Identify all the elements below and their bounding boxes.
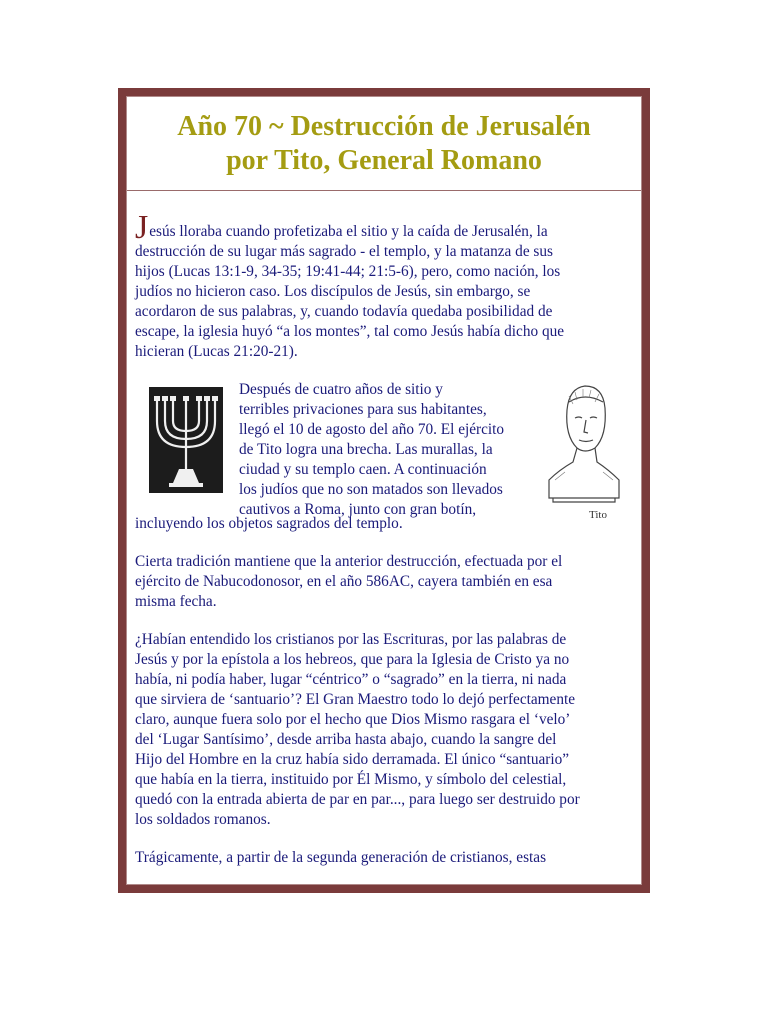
question-line: que había en la tierra, instituido por Él Mismo, y símbolo del celestial, <box>135 771 567 788</box>
intro-line: hicieran (Lucas 21:20-21). <box>135 343 298 360</box>
page-inner <box>126 96 642 885</box>
question-line: Jesús y por la epístola a los hebreos, que para la Iglesia de Cristo ya no <box>135 651 570 668</box>
question-paragraph <box>135 630 631 830</box>
question-line: los soldados romanos. <box>135 811 271 828</box>
tragic-line: Trágicamente, a partir de la segunda generación de cristianos, estas <box>135 849 547 866</box>
page-title <box>177 110 591 178</box>
siege-line: de Tito logra una brecha. Las murallas, la <box>239 441 493 458</box>
siege-line: llegó el 10 de agosto del año 70. El ejército <box>239 421 505 438</box>
question-line: había, ni podía haber, lugar “céntrico” o “sagrado” en la tierra, ni nada <box>135 671 567 688</box>
tradition-paragraph <box>135 552 631 612</box>
article-body <box>135 209 631 885</box>
question-line: que sirviera de ‘santuario’? El Gran Maestro todo lo dejó perfectamente <box>135 691 576 708</box>
drop-cap: J <box>135 209 149 246</box>
siege-line: los judíos que no son matados son llevados <box>239 481 503 498</box>
intro-line: esús lloraba cuando profetizaba el sitio y la caída de Jerusalén, la <box>149 223 548 240</box>
title-line-1: Año 70 ~ Destrucción de Jerusalén <box>177 110 591 142</box>
bust-icon <box>539 380 629 504</box>
tradition-line: Cierta tradición mantiene que la anterior destrucción, efectuada por el <box>135 553 563 570</box>
intro-line: hijos (Lucas 13:1-9, 34-35; 19:41-44; 21:5-6), pero, como nación, los <box>135 263 561 280</box>
titus-bust-image <box>539 380 629 520</box>
siege-line: Después de cuatro años de sitio y <box>239 381 443 398</box>
question-line: claro, aunque fuera solo por el hecho que Dios Mismo rasgara el ‘velo’ <box>135 711 571 728</box>
menorah-icon <box>149 387 223 493</box>
siege-line: ciudad y su templo caen. A continuación <box>239 461 487 478</box>
question-line: ¿Habían entendido los cristianos por las Escrituras, por las palabras de <box>135 631 567 648</box>
title-line-2: por Tito, General Romano <box>226 144 542 176</box>
question-line: del ‘Lugar Santísimo’, desde arriba hasta abajo, cuando la sangre del <box>135 731 557 748</box>
intro-line: escape, la iglesia huyó “a los montes”, tal como Jesús había dicho que <box>135 323 565 340</box>
bust-caption: Tito <box>589 509 607 521</box>
siege-line: terribles privaciones para sus habitantes, <box>239 401 487 418</box>
tragic-paragraph <box>135 848 631 868</box>
intro-line: acordaron de sus palabras, y, cuando todavía quedaba posibilidad de <box>135 303 553 320</box>
intro-line: judíos no hicieron caso. Los discípulos de Jesús, sin embargo, se <box>135 283 531 300</box>
tradition-line: misma fecha. <box>135 593 217 610</box>
intro-paragraph <box>135 209 631 362</box>
siege-last-line: incluyendo los objetos sagrados del templo. <box>135 515 403 532</box>
siege-text <box>239 380 535 520</box>
siege-line: cautivos a Roma, junto con gran botín, <box>239 501 477 518</box>
tradition-line: ejército de Nabucodonosor, en el año 586AC, cayera también en esa <box>135 573 553 590</box>
title-box <box>127 97 641 191</box>
intro-line: destrucción de su lugar más sagrado - el templo, y la matanza de sus <box>135 243 553 260</box>
question-line: Hijo del Hombre en la cruz había sido derramada. El único “santuario” <box>135 751 570 768</box>
question-line: quedó con la entrada abierta de par en par..., para luego ser destruido por <box>135 791 580 808</box>
menorah-image <box>149 387 223 493</box>
page-frame <box>118 88 650 893</box>
siege-section <box>135 380 631 534</box>
